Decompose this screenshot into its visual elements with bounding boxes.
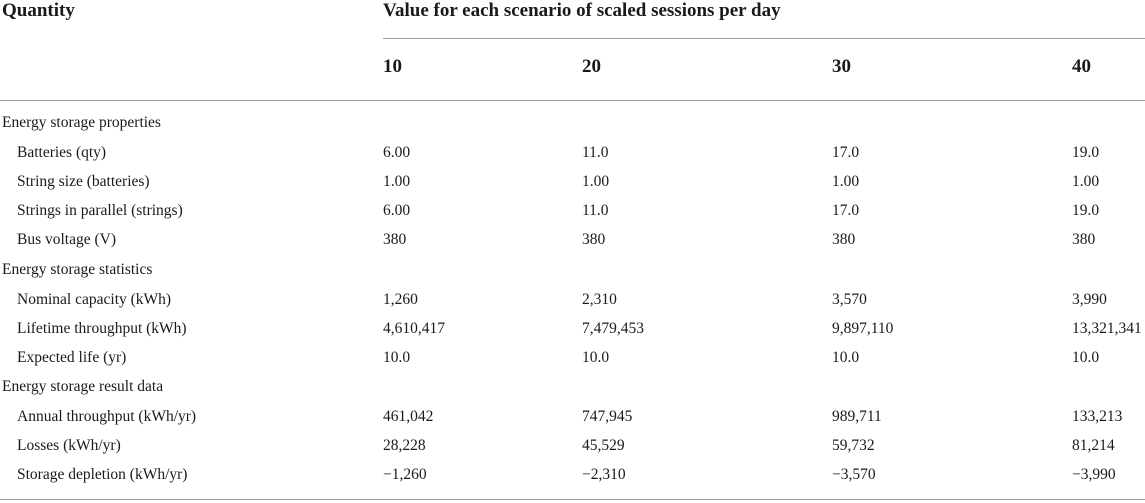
cell-40: 19.0 bbox=[1072, 202, 1100, 219]
cell-10: 1,260 bbox=[383, 291, 418, 308]
cell-20: 747,945 bbox=[582, 408, 633, 425]
cell-30: 9,897,110 bbox=[832, 320, 894, 337]
cell-40: 1.00 bbox=[1072, 173, 1100, 190]
row-label: Annual throughput (kWh/yr) bbox=[17, 408, 197, 425]
row-label: Bus voltage (V) bbox=[17, 231, 117, 248]
row-label: String size (batteries) bbox=[17, 173, 150, 190]
cell-20: 11.0 bbox=[582, 144, 609, 161]
cell-20: 2,310 bbox=[582, 291, 617, 308]
cell-20: −2,310 bbox=[582, 466, 626, 483]
cell-20: 1.00 bbox=[582, 173, 610, 190]
cell-30: −3,570 bbox=[832, 466, 876, 483]
row-label: Energy storage statistics bbox=[2, 261, 153, 278]
column-header-30: 30 bbox=[832, 56, 851, 77]
cell-30: 3,570 bbox=[832, 291, 867, 308]
cell-40: 3,990 bbox=[1072, 291, 1107, 308]
table-row bbox=[0, 231, 1145, 258]
cell-20: 10.0 bbox=[582, 349, 610, 366]
row-label: Strings in parallel (strings) bbox=[17, 202, 183, 219]
column-header-40: 40 bbox=[1072, 56, 1091, 77]
row-label: Nominal capacity (kWh) bbox=[17, 291, 172, 308]
table-row bbox=[0, 349, 1145, 376]
cell-40: 13,321,341 bbox=[1072, 320, 1142, 337]
cell-10: −1,260 bbox=[383, 466, 427, 483]
row-label: Expected life (yr) bbox=[17, 349, 127, 366]
cell-20: 380 bbox=[582, 231, 606, 248]
row-label: Batteries (qty) bbox=[17, 144, 107, 161]
table-bottom-rule bbox=[0, 499, 1145, 500]
header-sub-rule bbox=[383, 38, 1145, 39]
cell-40: 81,214 bbox=[1072, 437, 1115, 454]
row-label: Energy storage properties bbox=[2, 114, 161, 131]
table-row bbox=[0, 378, 1145, 405]
cell-30: 17.0 bbox=[832, 202, 860, 219]
cell-20: 45,529 bbox=[582, 437, 625, 454]
row-label: Lifetime throughput (kWh) bbox=[17, 320, 187, 337]
cell-10: 1.00 bbox=[383, 173, 411, 190]
cell-10: 6.00 bbox=[383, 202, 411, 219]
table-row bbox=[0, 173, 1145, 200]
table-row bbox=[0, 291, 1145, 318]
row-label: Energy storage result data bbox=[2, 378, 164, 395]
cell-40: 19.0 bbox=[1072, 144, 1100, 161]
cell-40: 133,213 bbox=[1072, 408, 1123, 425]
cell-10: 28,228 bbox=[383, 437, 426, 454]
cell-30: 17.0 bbox=[832, 144, 860, 161]
header-value-group: Value for each scenario of scaled sessions per day bbox=[383, 0, 781, 21]
header-quantity: Quantity bbox=[2, 0, 75, 21]
row-label: Losses (kWh/yr) bbox=[17, 437, 121, 454]
cell-10: 10.0 bbox=[383, 349, 411, 366]
cell-30: 989,711 bbox=[832, 408, 882, 425]
table-row bbox=[0, 114, 1145, 141]
column-header-20: 20 bbox=[582, 56, 601, 77]
cell-10: 4,610,417 bbox=[383, 320, 445, 337]
cell-40: 380 bbox=[1072, 231, 1096, 248]
cell-20: 11.0 bbox=[582, 202, 609, 219]
cell-10: 461,042 bbox=[383, 408, 434, 425]
cell-10: 6.00 bbox=[383, 144, 411, 161]
cell-30: 59,732 bbox=[832, 437, 875, 454]
table-row bbox=[0, 144, 1145, 171]
cell-30: 380 bbox=[832, 231, 856, 248]
cell-30: 10.0 bbox=[832, 349, 860, 366]
cell-10: 380 bbox=[383, 231, 407, 248]
table-row bbox=[0, 261, 1145, 288]
cell-30: 1.00 bbox=[832, 173, 860, 190]
column-header-10: 10 bbox=[383, 56, 402, 77]
table-row bbox=[0, 437, 1145, 464]
table-row bbox=[0, 466, 1145, 493]
table-row bbox=[0, 320, 1145, 347]
cell-40: −3,990 bbox=[1072, 466, 1116, 483]
header-bottom-rule bbox=[0, 100, 1145, 101]
cell-40: 10.0 bbox=[1072, 349, 1100, 366]
table-row bbox=[0, 202, 1145, 229]
table-row bbox=[0, 408, 1145, 435]
cell-20: 7,479,453 bbox=[582, 320, 644, 337]
row-label: Storage depletion (kWh/yr) bbox=[17, 466, 188, 483]
